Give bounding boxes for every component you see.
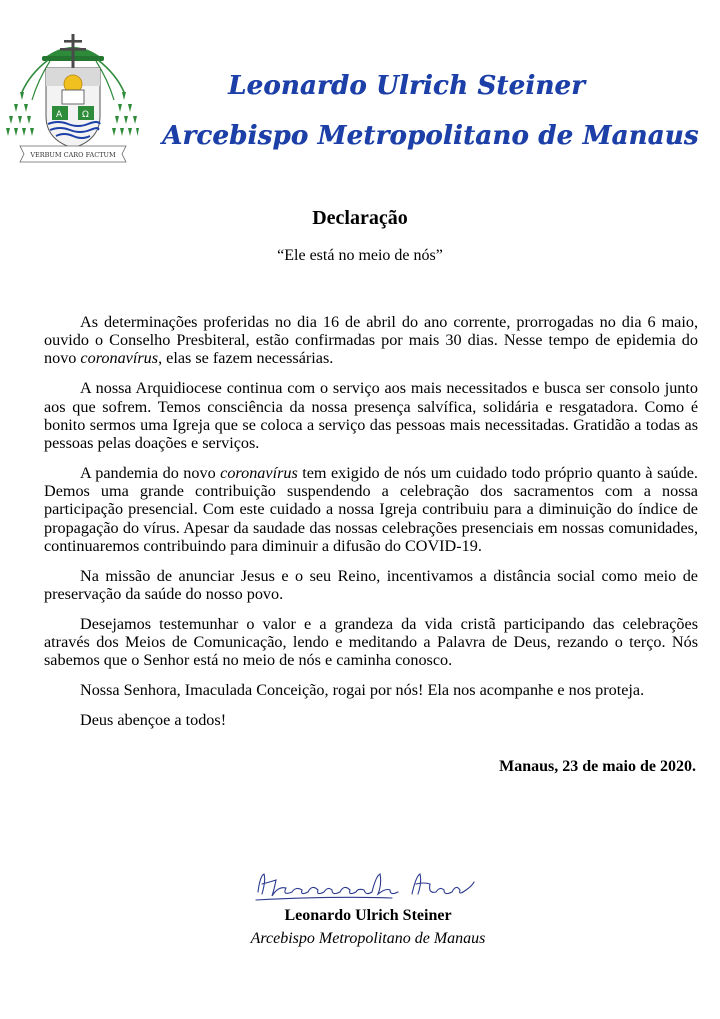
- document-body: [44, 313, 698, 741]
- svg-text:Ω: Ω: [82, 110, 89, 120]
- coat-of-arms-logo: [6, 28, 140, 180]
- document-subtitle: “Ele está no meio de nós”: [277, 247, 443, 264]
- body-paragraph: A nossa Arquidiocese continua com o serviço aos mais necessitados e busca ser consolo junto aos que sofrem. Temos consciência da nossa presença salvífica, solidária e resgatadora. Como é bonito sermos uma Igreja que se coloca a serviço das pessoas mais necessitadas. Gratidão a todas as pessoas pelas doações e serviços.: [44, 379, 698, 453]
- document-title: Declaração: [312, 207, 408, 229]
- signatory-title: Arcebispo Metropolitano de Manaus: [250, 930, 486, 947]
- body-paragraph: A pandemia do novo coronavírus tem exigido de nós um cuidado todo próprio quanto à saúde. Demos uma grande contribuição suspendendo a celebração dos sacramentos com a nossa participação presencial. Com este cuidado a nossa Igreja contribuiu para a diminuição do índice de propagação do vírus. Apesar da saudade das nossas celebrações presenciais em nossas comunidades, continuaremos contribuindo para diminuir a difusão do COVID-19.: [44, 464, 698, 555]
- letterhead-name: Leonardo Ulrich Steiner: [228, 71, 586, 101]
- document-date: Manaus, 23 de maio de 2020.: [499, 758, 696, 775]
- svg-text:A: A: [56, 110, 63, 120]
- body-paragraph: Deus abençoe a todos!: [80, 711, 227, 730]
- body-paragraph: Na missão de anunciar Jesus e o seu Reino, incentivamos a distância social como meio de preservação da saúde do nosso povo.: [44, 566, 698, 604]
- signatory-name: Leonardo Ulrich Steiner: [284, 907, 452, 924]
- body-paragraph: Desejamos testemunhar o valor e a grandeza da vida cristã participando das celebrações através dos Meios de Comunicação, lendo e meditando a Palavra de Deus, rezando o terço. Nós sabemos que o Senhor está no meio de nós e caminha conosco.: [44, 615, 698, 670]
- body-paragraph: As determinações proferidas no dia 16 de abril do ano corrente, prorrogadas no dia 6 maio, ouvido o Conselho Presbiteral, estão confirmadas por mais 30 dias. Nesse tempo de epidemia do novo coronavírus, elas se fazem necessárias.: [44, 313, 698, 368]
- letterhead-title: Arcebispo Metropolitano de Manaus: [162, 121, 699, 151]
- body-paragraph: Nossa Senhora, Imaculada Conceição, rogai por nós! Ela nos acompanhe e nos proteja.: [80, 681, 645, 700]
- handwritten-signature: [252, 870, 478, 904]
- svg-text:VERBUM CARO FACTUM: VERBUM CARO FACTUM: [30, 151, 116, 159]
